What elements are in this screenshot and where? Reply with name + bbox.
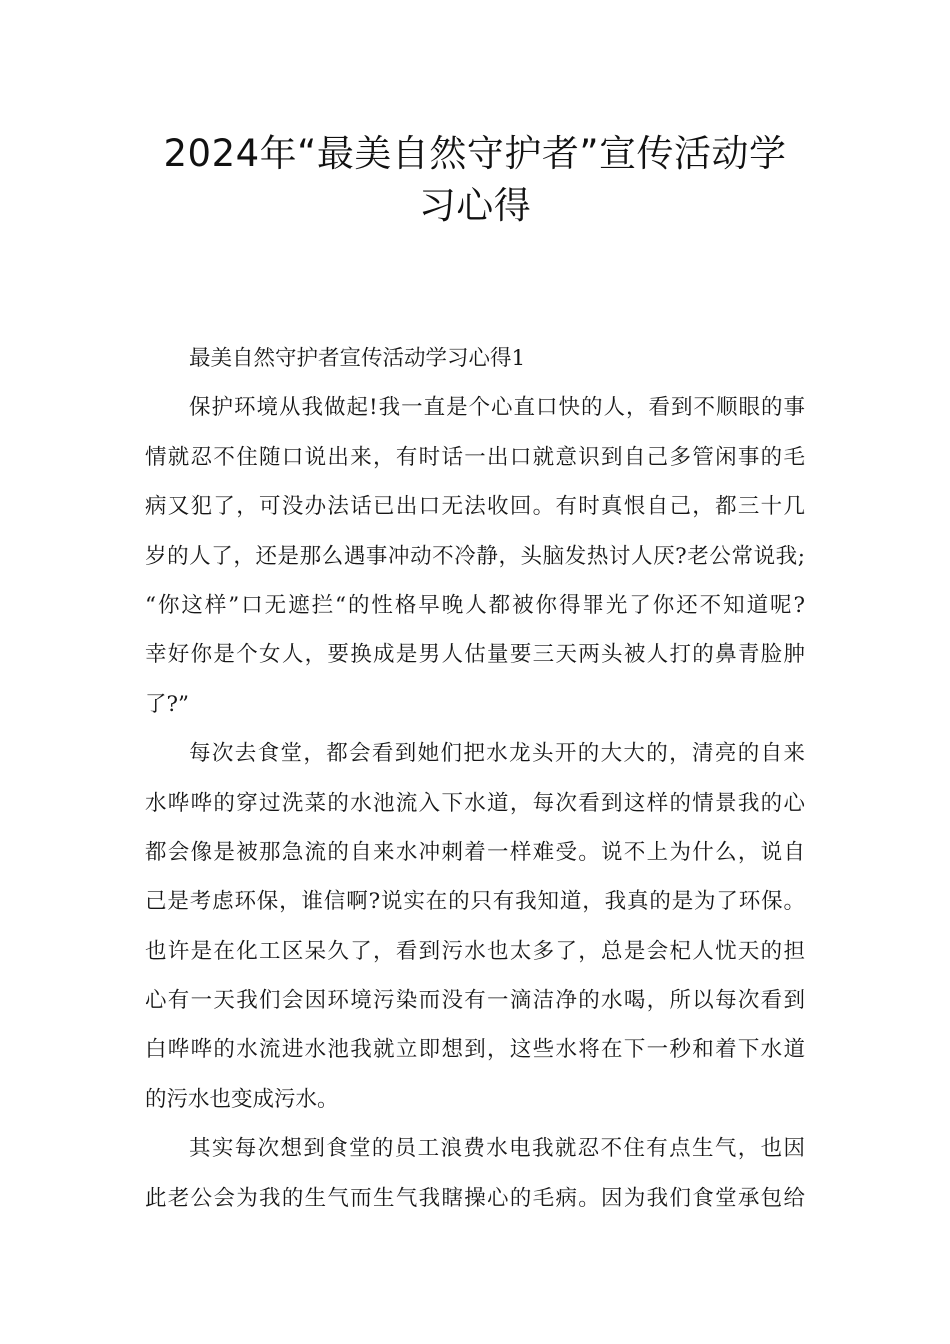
paragraph-2-line-4: 己是考虑环保，谁信啊?说实在的只有我知道，我真的是为了环保。 xyxy=(145,889,805,915)
paragraph-3-line-2: 此老公会为我的生气而生气我瞎操心的毛病。因为我们食堂承包给 xyxy=(145,1185,805,1211)
document-title xyxy=(120,128,830,232)
paragraph-2-line-1: 每次去食堂，都会看到她们把水龙头开的大大的，清亮的自来 xyxy=(189,741,805,767)
section-heading: 最美自然守护者宣传活动学习心得1 xyxy=(189,346,526,371)
paragraph-3-line-1: 其实每次想到食堂的员工浪费水电我就忍不住有点生气，也因 xyxy=(189,1136,805,1162)
paragraph-1-line-5: “你这样”口无遮拦“的性格早晚人都被你得罪光了你还不知道呢? xyxy=(145,592,805,618)
paragraph-1-line-2: 情就忍不住随口说出来，有时话一出口就意识到自己多管闲事的毛 xyxy=(145,444,805,470)
paragraph-2-line-7: 白哗哗的水流进水池我就立即想到，这些水将在下一秒和着下水道 xyxy=(145,1037,805,1063)
paragraph-1-line-6: 幸好你是个女人，要换成是男人估量要三天两头被人打的鼻青脸肿 xyxy=(145,642,805,668)
title-line-1: 2024年“最美自然守护者”宣传活动学 xyxy=(163,132,787,175)
paragraph-2-line-3: 都会像是被那急流的自来水冲刺着一样难受。说不上为什么，说自 xyxy=(145,839,805,865)
paragraph-1-line-4: 岁的人了，还是那么遇事冲动不冷静，头脑发热讨人厌?老公常说我; xyxy=(145,543,805,569)
paragraph-2-line-6: 心有一天我们会因环境污染而没有一滴洁净的水喝，所以每次看到 xyxy=(145,988,805,1014)
document-body xyxy=(145,334,805,1223)
paragraph-1-line-3: 病又犯了，可没办法话已出口无法收回。有时真恨自己，都三十几 xyxy=(145,494,805,520)
paragraph-2-line-5: 也许是在化工区呆久了，看到污水也太多了，总是会杞人忧天的担 xyxy=(145,938,805,964)
paragraph-2-line-2: 水哗哗的穿过洗菜的水池流入下水道，每次看到这样的情景我的心 xyxy=(145,790,805,816)
paragraph-2-line-8: 的污水也变成污水。 xyxy=(145,1086,339,1112)
title-line-2: 习心得 xyxy=(418,184,532,227)
paragraph-1-line-1: 保护环境从我做起!我一直是个心直口快的人，看到不顺眼的事 xyxy=(189,395,805,421)
paragraph-1-line-7: 了?” xyxy=(145,691,190,717)
